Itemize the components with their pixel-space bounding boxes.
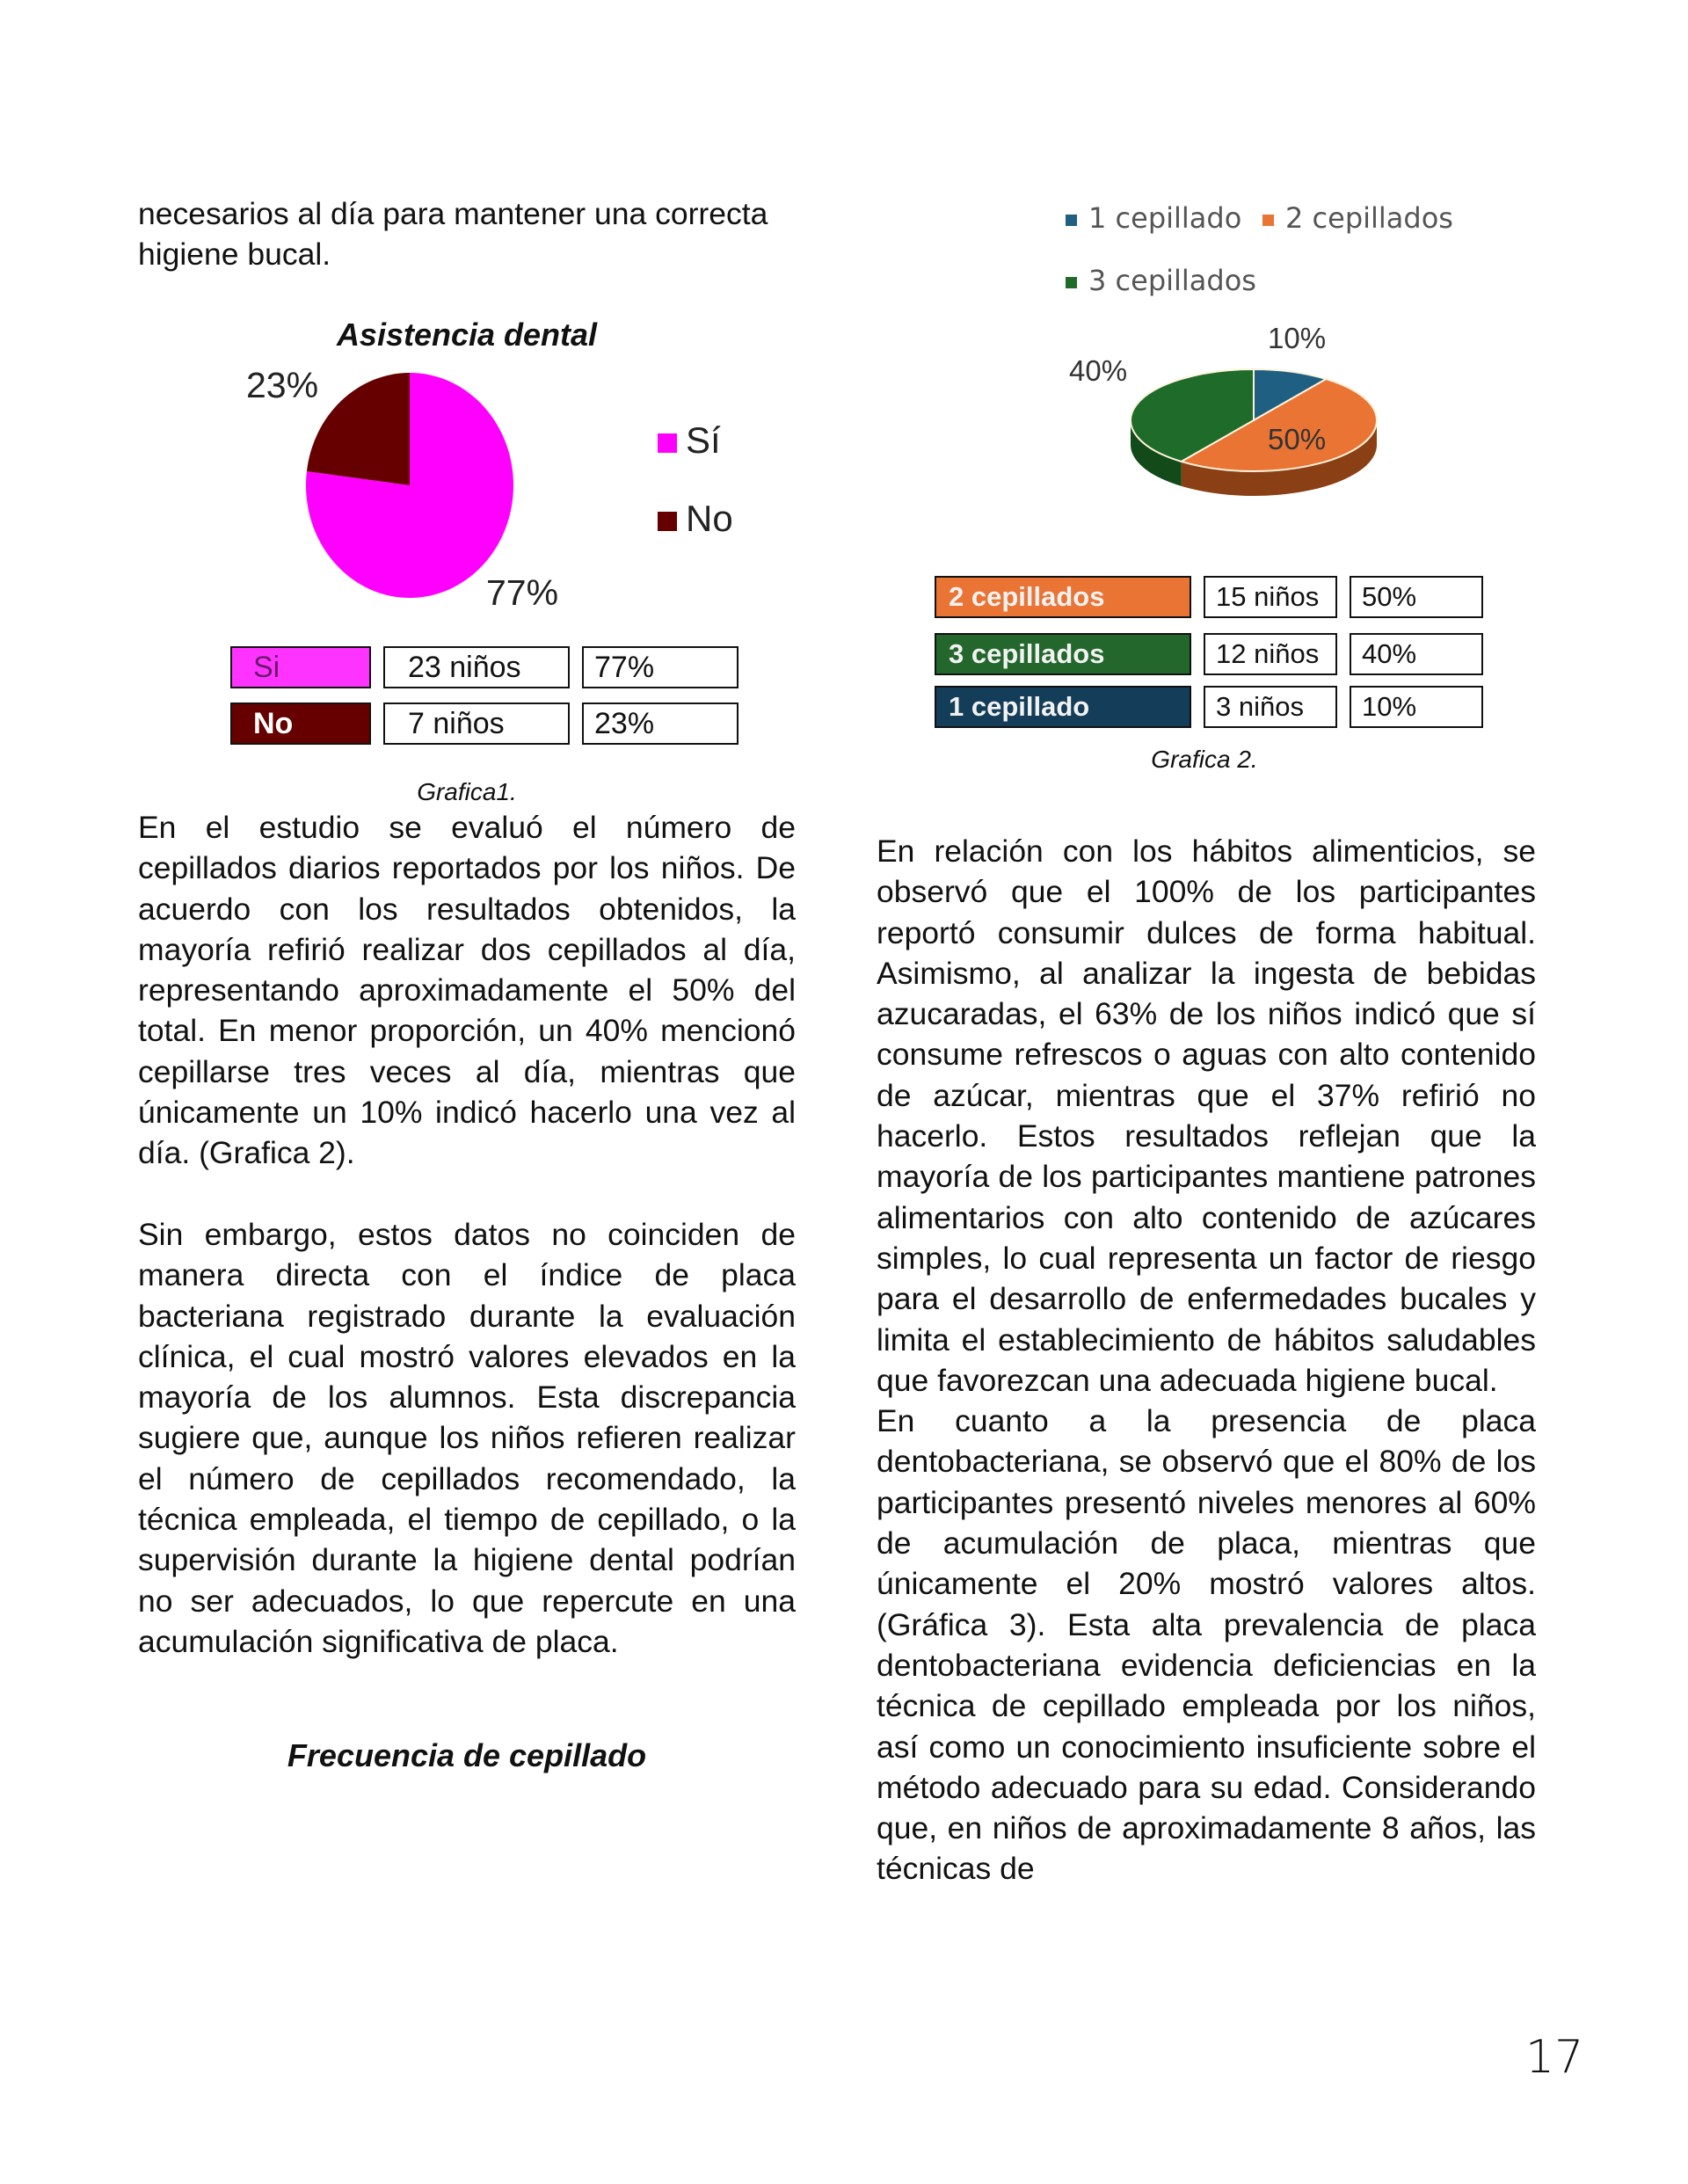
table-cell-label: No [230,703,371,745]
pie-slice-no [307,373,410,485]
legend-swatch-no [658,512,677,531]
table-cell-percent: 10% [1350,686,1483,728]
chart1-title: Asistencia dental [336,317,598,353]
page-number: 17 [1525,2031,1584,2084]
body-paragraph: En el estudio se evaluó el número de cepillados diarios reportados por los niños. De acuerdo con los resultados obtenidos, la mayoría refirió realizar dos cepillados al día, representando aproximadamente el 50% del total. En menor proporción, un 40% mencionó cepillarse tres veces al día, mientras que únicamente un 10% indicó hacerlo una vez al día. (Grafica 2). [138,810,796,1171]
table-cell-label: 3 cepillados [935,633,1191,675]
body-paragraph-plaque: En cuanto a la presencia de placa dentobacteriana, se observó que el 80% de los participantes presentó niveles menores al 60% de acumulación de placa, mientras que únicamente el 20% mostró valores altos. (Gráfica 3). Esta alta prevalencia de placa dentobacteriana evidencia deficiencias en la técnica de cepillado empleada por los niños, así como un conocimiento insuficiente sobre el método adecuado para su edad. Considerando que, en niños de aproximadamente 8 años, las técnicas de [877,1403,1536,1887]
table-cell-percent: 50% [1350,576,1483,618]
chart2-label-1-cepillado: 10% [1268,322,1327,354]
table-cell-count: 15 niños [1204,576,1337,618]
chart2-caption: Grafica 2. [1151,746,1258,773]
table-cell-percent: 40% [1350,633,1483,675]
table-cell-percent: 23% [582,703,738,745]
table-cell-count: 12 niños [1204,633,1337,675]
chart2-pie [1037,185,1477,519]
table-cell-label: 1 cepillado [935,686,1191,728]
body-paragraph: Sin embargo, estos datos no coinciden de manera directa con el índice de placa bacteriana registrado durante la evaluación clínica, el cual mostró valores elevados en la mayoría de los alumnos. Esta discrepancia sugiere que, aunque los niños refieren realizar el número de cepillados recomendado, la técnica empleada, el tiempo de cepillado, o la supervisión durante la higiene dental podrían no ser adecuados, lo que repercute en una acumulación significativa de placa. [138,1217,796,1659]
chart1-caption: Grafica1. [417,778,517,805]
table-cell-label: 2 cepillados [935,576,1191,618]
table-cell-percent: 77% [582,646,738,688]
legend-label-1-cepillado: 1 cepillado [1088,201,1242,235]
table-cell-count: 23 niños [383,646,570,688]
chart1-label-no: 23% [246,365,319,405]
section-heading: Frecuencia de cepillado [287,1737,647,1773]
legend-label-3-cepillados: 3 cepillados [1088,264,1256,297]
legend-label-si: Sí [686,419,721,461]
legend-swatch-si [658,433,677,453]
legend-swatch-3-cepillados [1066,277,1077,288]
table-cell-count: 7 niños [383,703,570,745]
legend-label-2-cepillados: 2 cepillados [1285,201,1453,235]
body-paragraph [877,831,1536,1889]
body-paragraph-habits: En relación con los hábitos alimenticios, se observó que el 100% de los participantes reportó consumir dulces de forma habitual. Asimismo, al analizar la ingesta de bebidas azucaradas, el 63% de los niños indicó que sí consume refrescos o aguas con alto contenido de azúcar, mientras que el 37% refirió no hacerlo. Estos resultados reflejan que la mayoría de los participantes mantiene patrones alimentarios con alto contenido de azúcares simples, lo cual representa un factor de riesgo para el desarrollo de enfermedades bucales y limita el establecimiento de hábitos saludables que favorezcan una adecuada higiene bucal. [877,834,1536,1398]
legend-swatch-2-cepillados [1262,215,1274,226]
chart1-label-si: 77% [486,572,559,613]
chart2-label-2-cepillados: 50% [1268,423,1327,455]
chart2-label-3-cepillados: 40% [1069,354,1128,387]
intro-text: necesarios al día para mantener una correcta higiene bucal. [138,196,768,273]
legend-label-no: No [686,498,733,539]
table-cell-label: Si [230,646,371,688]
legend-swatch-1-cepillado [1066,215,1077,226]
table-cell-count: 3 niños [1204,686,1337,728]
chart1-pie [202,352,774,624]
